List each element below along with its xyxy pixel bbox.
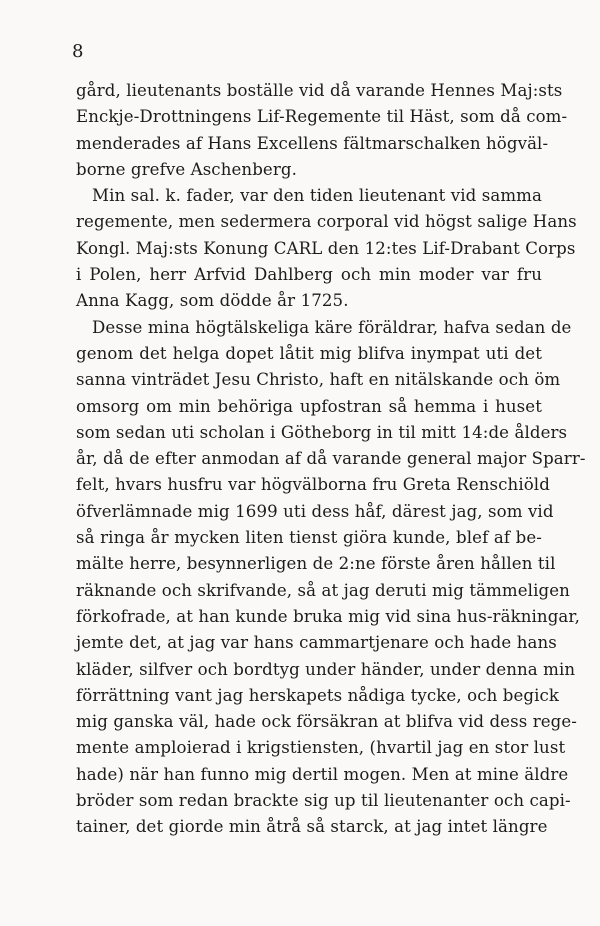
text-line: genom det helga dopet låtit mig blifva inympat uti det [76, 343, 542, 363]
page-number: 8 [72, 41, 84, 62]
text-line: öfverlämnade mig 1699 uti dess håf, därest jag, som vid [76, 501, 554, 521]
text-line: jemte det, at jag var hans cammartjenare och hade hans [76, 633, 557, 653]
text-line: mig ganska väl, hade ock försäkran at blifva vid dess rege- [76, 712, 578, 732]
text-line: Enckje-Drottningens Lif-Regemente til Häst, som då com- [76, 107, 568, 127]
text-line: sanna vinträdet Jesu Christo, haft en nitälskande och öm [76, 370, 561, 390]
text-line: som sedan uti scholan i Götheborg in til mitt 14:de ålders [76, 422, 568, 442]
text-line: hade) när han funno mig dertil mogen. Men at mine äldre [76, 764, 569, 784]
text-line: Kongl. Maj:sts Konung CARL den 12:tes Lif-Drabant Corps [76, 238, 576, 258]
text-line: kläder, silfver och bordtyg under händer, under denna min [76, 659, 576, 679]
text-line: borne grefve Aschenberg. [76, 159, 297, 179]
text-line: i Polen, herr Arfvid Dahlberg och min moder var fru [76, 265, 542, 285]
text-line: år, då de efter anmodan af då varande general major Sparr- [76, 449, 586, 469]
text-line: förkofrade, at han kunde bruka mig vid sina hus-räkningar, [76, 606, 581, 626]
text-line: förrättning vant jag herskapets nådiga tycke, och begick [76, 685, 560, 705]
text-line: Min sal. k. fader, var den tiden lieutenant vid samma [92, 186, 542, 206]
text-line: räknande och skrifvande, så at jag deruti mig tämmeligen [76, 580, 570, 600]
text-line: bröder som redan brackte sig up til lieutenanter och capi- [76, 791, 571, 811]
text-line: regemente, men sedermera corporal vid högst salige Hans [76, 212, 577, 232]
text-line: tainer, det giorde min åtrå så starck, at jag intet längre [76, 817, 548, 837]
text-line: så ringa år mycken liten tienst giöra kunde, blef af be- [76, 528, 542, 548]
text-line: Desse mina högtälskeliga käre föräldrar, hafva sedan de [92, 317, 572, 337]
text-line: mente amploierad i krigstiensten, (hvartil jag en stor lust [76, 738, 566, 758]
text-line: gård, lieutenants boställe vid då varande Hennes Maj:sts [76, 81, 563, 100]
text-line: mälte herre, besynnerligen de 2:ne förste åren hållen til [76, 554, 556, 574]
text-line: felt, hvars husfru var högvälborna fru Greta Renschiöld [76, 475, 550, 495]
body-text [76, 78, 586, 841]
text-line: Anna Kagg, som dödde år 1725. [76, 291, 349, 311]
text-line: menderades af Hans Excellens fältmarschalken högväl- [76, 133, 549, 153]
text-line: omsorg om min behöriga upfostran så hemma i huset [76, 396, 542, 416]
